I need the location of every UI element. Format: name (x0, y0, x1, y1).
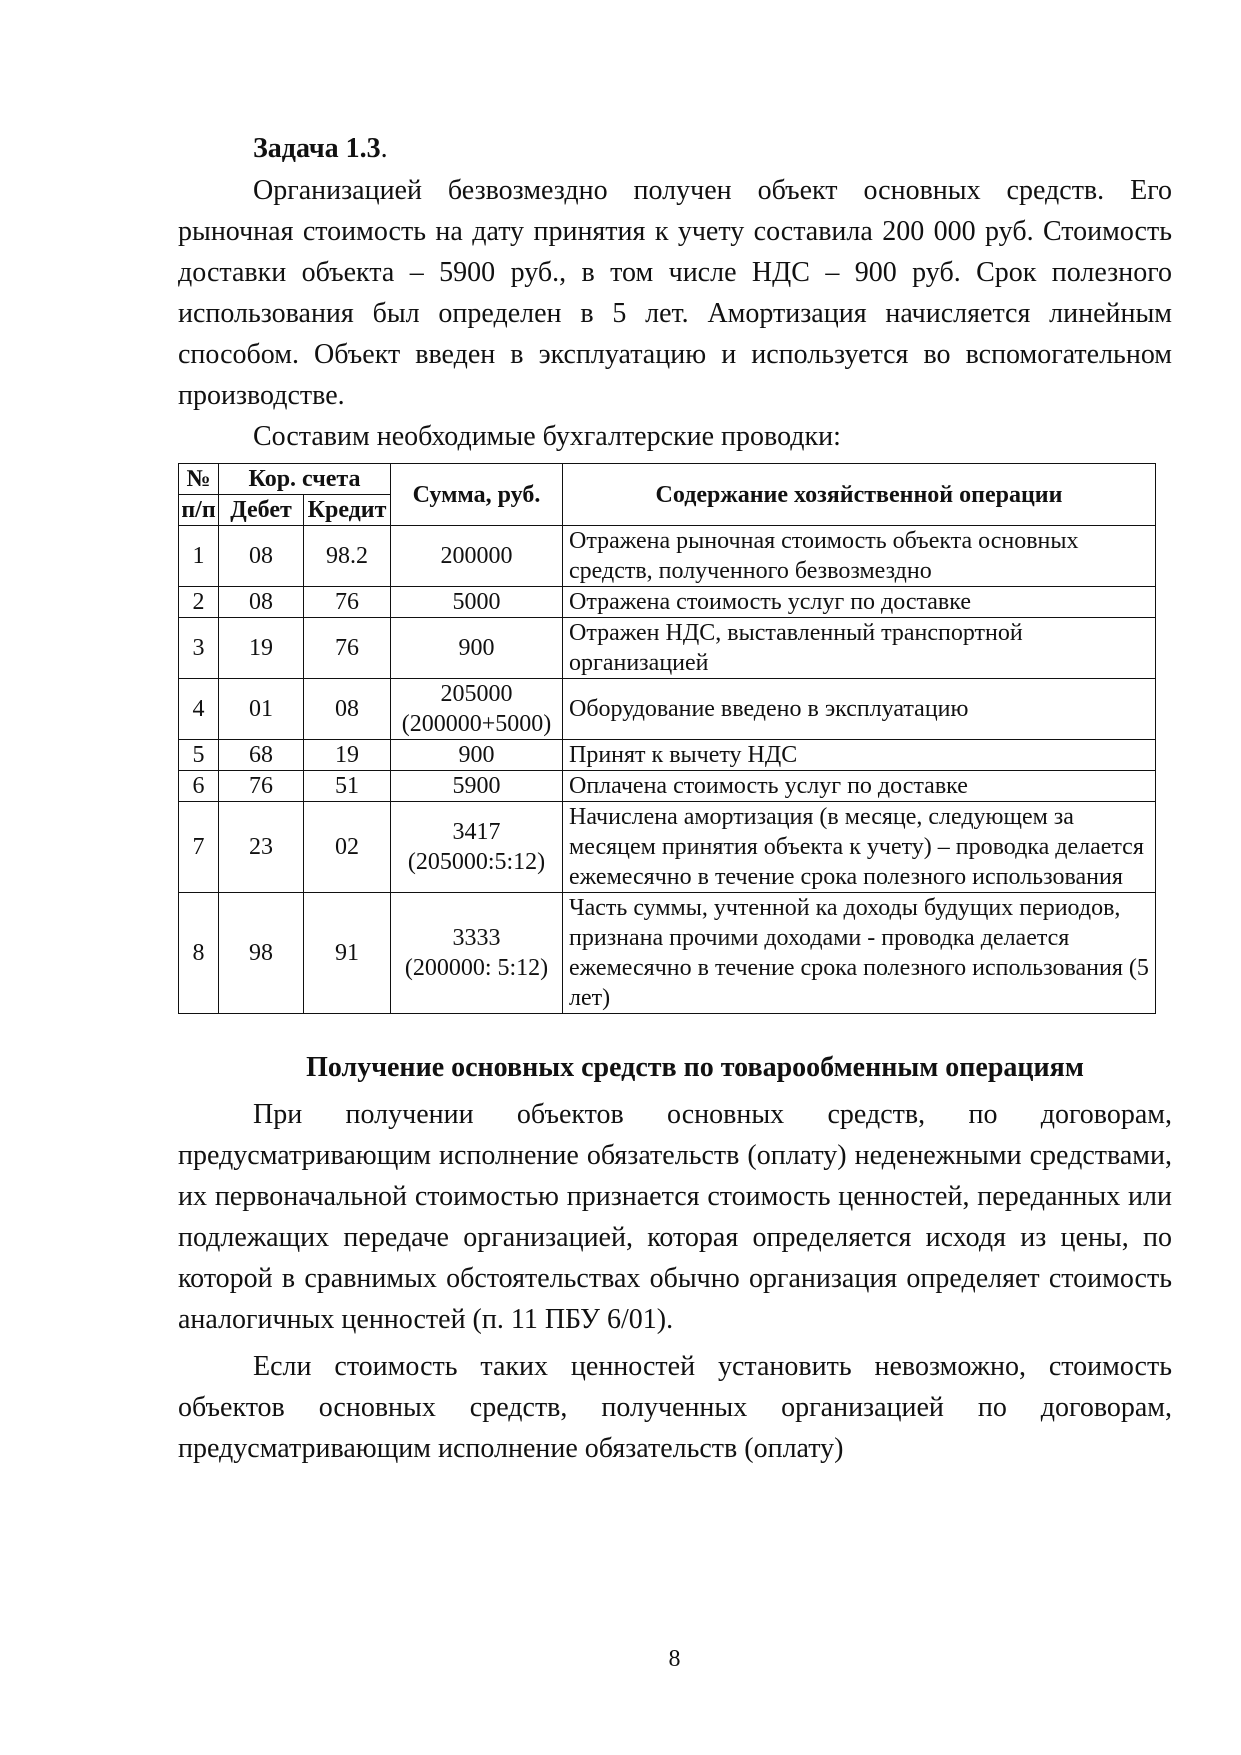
cell-sum-value: 3333 (452, 925, 501, 951)
cell-num: 1 (179, 526, 219, 587)
entries-table (178, 463, 1156, 1014)
page-number: 8 (668, 1646, 681, 1672)
table-row (179, 587, 1156, 618)
cell-content: Часть суммы, учтенной ка доходы будущих периодов, признана прочими доходами - проводка делается ежемесячно в течение срока полезного использования (5 лет) (563, 893, 1156, 1014)
cell-credit: 02 (304, 802, 391, 893)
document-page (178, 128, 1172, 1469)
cell-sum-value: 5900 (452, 773, 501, 799)
cell-sum-value: 5000 (452, 589, 501, 615)
cell-num: 7 (179, 802, 219, 893)
cell-num: 6 (179, 771, 219, 802)
section-paragraph-2: Если стоимость таких ценностей установить невозможно, стоимость объектов основных средств, полученных организацией по договорам, предусматривающим исполнение обязательств (оплату) (178, 1351, 1172, 1464)
cell-content: Отражена стоимость услуг по доставке (563, 587, 1156, 618)
table-row (179, 893, 1156, 1014)
header-num-bottom: п/п (179, 495, 219, 526)
cell-num: 3 (179, 618, 219, 679)
cell-num: 4 (179, 679, 219, 740)
cell-debit: 19 (219, 618, 304, 679)
header-num-top: № (179, 464, 219, 495)
cell-sum (391, 893, 563, 1014)
cell-content: Начислена амортизация (в месяце, следующем за месяцем принятия объекта к учету) – проводка делается ежемесячно в течение срока полезного использования (563, 802, 1156, 893)
cell-debit: 98 (219, 893, 304, 1014)
cell-debit: 08 (219, 526, 304, 587)
cell-num: 5 (179, 740, 219, 771)
header-credit: Кредит (304, 495, 391, 526)
table-row (179, 771, 1156, 802)
cell-num: 2 (179, 587, 219, 618)
cell-sum (391, 802, 563, 893)
cell-content: Отражена рыночная стоимость объекта основных средств, полученного безвозмездно (563, 526, 1156, 587)
cell-content: Оборудование введено в эксплуатацию (563, 679, 1156, 740)
task-title-text: Задача 1.3 (253, 133, 381, 164)
table-body (179, 526, 1156, 1014)
task-title-suffix: . (380, 133, 388, 164)
cell-sum-formula: (205000:5:12) (407, 849, 546, 875)
cell-num: 8 (179, 893, 219, 1014)
task-title (178, 128, 1172, 169)
cell-sum-value: 200000 (440, 543, 513, 569)
table-header-row-1 (179, 464, 1156, 495)
header-content: Содержание хозяйственной операции (563, 464, 1156, 526)
header-sum: Сумма, руб. (391, 464, 563, 526)
cell-sum-formula: (200000: 5:12) (404, 955, 549, 981)
cell-sum (391, 526, 563, 587)
table-row (179, 740, 1156, 771)
cell-debit: 01 (219, 679, 304, 740)
header-accounts: Кор. счета (219, 464, 391, 495)
table-row (179, 679, 1156, 740)
cell-debit: 23 (219, 802, 304, 893)
task-paragraph: Организацией безвозмездно получен объект основных средств. Его рыночная стоимость на дату принятия к учету составила 200 000 руб. Стоимость доставки объекта – 5900 руб., в том числе НДС – 900 руб. Срок полезного использования был определен в 5 лет. Амортизация начисляется линейным способом. Объект введен в эксплуатацию и используется во вспомогательном производстве. (178, 175, 1172, 411)
section-title: Получение основных средств по товарообменным операциям (306, 1052, 1084, 1083)
cell-content: Оплачена стоимость услуг по доставке (563, 771, 1156, 802)
cell-debit: 68 (219, 740, 304, 771)
cell-sum-value: 3417 (452, 819, 501, 845)
header-debit: Дебет (219, 495, 304, 526)
cell-sum-value: 900 (458, 635, 495, 661)
table-row (179, 618, 1156, 679)
cell-credit: 76 (304, 618, 391, 679)
cell-debit: 08 (219, 587, 304, 618)
cell-sum (391, 679, 563, 740)
cell-credit: 91 (304, 893, 391, 1014)
cell-sum (391, 771, 563, 802)
task-lead: Составим необходимые бухгалтерские проводки: (253, 421, 841, 452)
cell-sum-value: 900 (458, 742, 495, 768)
cell-content: Принят к вычету НДС (563, 740, 1156, 771)
cell-credit: 08 (304, 679, 391, 740)
cell-debit: 76 (219, 771, 304, 802)
cell-credit: 76 (304, 587, 391, 618)
cell-sum (391, 740, 563, 771)
cell-credit: 98.2 (304, 526, 391, 587)
cell-sum-value: 205000 (440, 681, 513, 707)
section-paragraph-1: При получении объектов основных средств, по договорам, предусматривающим исполнение обязательств (оплату) неденежными средствами, их первоначальной стоимостью признается стоимость ценностей, переданных или подлежащих передаче организацией, которая определяется исходя из цены, по которой в сравнимых обстоятельствах обычно организация определяет стоимость аналогичных ценностей (п. 11 ПБУ 6/01). (178, 1099, 1172, 1335)
table-row (179, 526, 1156, 587)
cell-credit: 51 (304, 771, 391, 802)
cell-sum (391, 618, 563, 679)
cell-credit: 19 (304, 740, 391, 771)
table-row (179, 802, 1156, 893)
cell-sum (391, 587, 563, 618)
cell-sum-formula: (200000+5000) (401, 711, 552, 737)
cell-content: Отражен НДС, выставленный транспортной организацией (563, 618, 1156, 679)
